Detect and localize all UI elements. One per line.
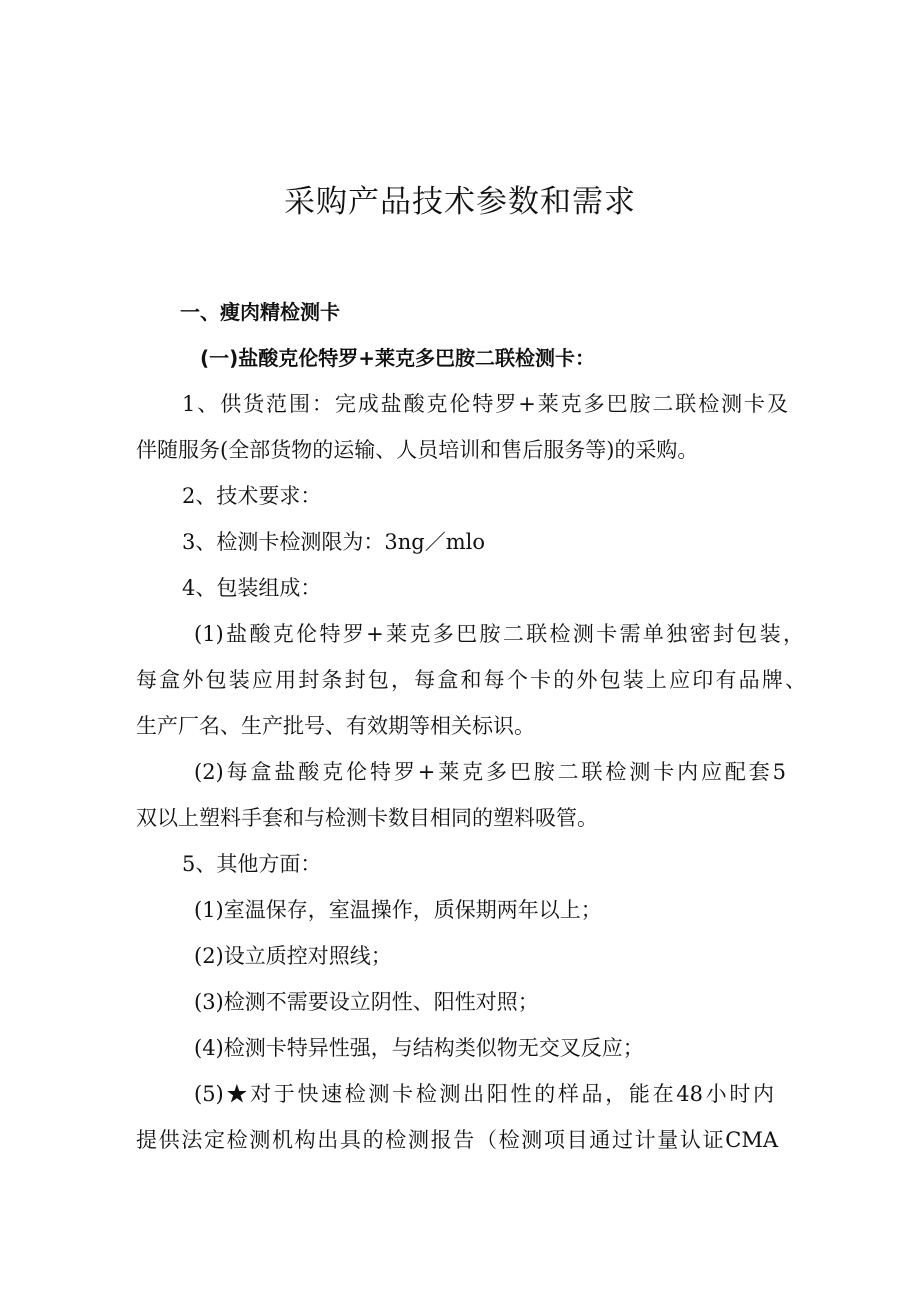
item4-1-line1: (1)盐酸克伦特罗+莱克多巴胺二联检测卡需单独密封包装， [194,622,804,646]
item4-text: 4、包装组成： [182,576,322,600]
item5-text: 5、其他方面： [182,852,322,876]
item4-2-line1: (2)每盒盐酸克伦特罗+莱克多巴胺二联检测卡内应配套5 [194,760,786,784]
item5-4-text: (4)检测卡特异性强，与结构类似物无交叉反应； [194,1036,644,1060]
item5-1-text: (1)室温保存，室温操作，质保期两年以上； [194,898,602,922]
item1-line2: 伴随服务(全部货物的运输、人员培训和售后服务等)的采购。 [136,438,699,462]
subsection-heading: (一)盐酸克伦特罗+莱克多巴胺二联检测卡： [200,346,596,370]
item5-5-line2: 提供法定检测机构出具的检测报告（检测项目通过计量认证CMA [136,1128,778,1152]
item1-line1: 1、供货范围：完成盐酸克伦特罗+莱克多巴胺二联检测卡及 [182,392,788,416]
item4-2-line2: 双以上塑料手套和与检测卡数目相同的塑料吸管。 [136,806,598,830]
document-title: 采购产品技术参数和需求 [284,184,636,220]
item5-5-line1: (5)★对于快速检测卡检测出阳性的样品，能在48小时内 [194,1082,774,1106]
item5-2-text: (2)设立质控对照线； [194,944,392,968]
section-heading: 一、瘦肉精检测卡 [180,300,340,324]
item2-text: 2、技术要求： [182,484,322,508]
item4-1-line3: 生产厂名、生产批号、有效期等相关标识。 [136,714,535,738]
item4-1-line2: 每盒外包装应用封条封包，每盒和每个卡的外包装上应印有品牌、 [136,668,806,692]
item5-3-text: (3)检测不需要设立阴性、阳性对照； [194,990,539,1014]
item3-text: 3、检测卡检测限为：3ng／mlo [182,530,485,554]
